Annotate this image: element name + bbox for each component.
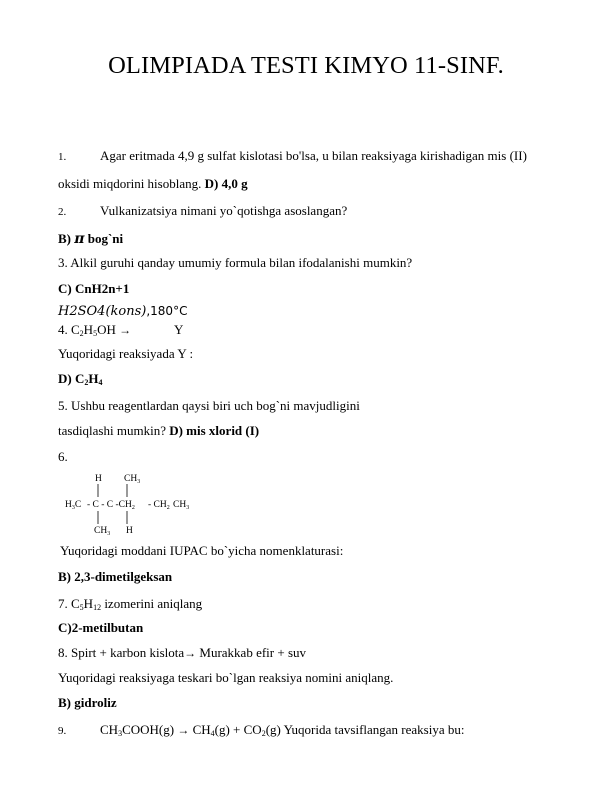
q4-oh: OH [97, 322, 116, 337]
q4-c: C [71, 322, 80, 337]
struct-chain-mid: - C - C $-CH_2$ [87, 500, 135, 511]
q5-text-line1: 5. Ushbu reagentlardan qaysi biri uch bog`ni mavjudligini [58, 398, 360, 413]
q9-eq-a-sub: 3 [118, 729, 123, 738]
q4-question: Yuqoridagi reaksiyada Y : [58, 346, 194, 361]
q4-product: Y [174, 322, 184, 337]
reaction-arrow-icon: → [184, 646, 197, 660]
reaction-arrow-icon: → [119, 323, 132, 337]
q6-question: Yuqoridagi moddani IUPAC bo`yicha nomenklaturasi: [60, 543, 344, 558]
q6-answer-text: B) 2,3-dimetilgeksan [58, 569, 173, 584]
struct-end-ch3: $CH_3$ [173, 500, 190, 511]
q6-answer [58, 569, 172, 585]
q7-rest: izomerini aniqlang [101, 596, 203, 611]
q3-text: 3. Alkil guruhi qanday umumiy formula bilan ifodalanishi mumkin? [58, 255, 413, 270]
q9-eq-a: CH [100, 722, 119, 737]
q5-answer: D) mis xlorid (I) [169, 423, 260, 438]
q1-number: 1. [58, 151, 67, 163]
q4-answer-h: H [88, 371, 99, 386]
structural-formula [60, 470, 220, 540]
q8-reactants: 8. Spirt + karbon kislota [58, 645, 185, 660]
q8-products: Murakkab efir + suv [199, 645, 306, 660]
q7-h: H [83, 596, 94, 611]
q4-h: H [83, 322, 94, 337]
q9-eq-b: COOH(g) [122, 722, 175, 737]
q9-eq-d: (g) + CO [214, 722, 262, 737]
q4-reaction-condition [58, 303, 187, 319]
q2-answer-prefix: B) [58, 231, 71, 246]
q4-answer-c: D) C [58, 371, 85, 386]
q4-h-sub: 5 [93, 329, 98, 338]
q3-answer [58, 281, 129, 297]
q4-answer [58, 371, 102, 387]
q5-text-line2 [58, 423, 259, 439]
q4-condition-math: H2SO4(kons) [58, 304, 147, 319]
q8-answer-text: B) gidroliz [58, 695, 117, 710]
struct-bottom-ch3: $CH_3$ [94, 526, 111, 537]
q2-answer-suffix: bog`ni [87, 231, 124, 246]
q8-answer [58, 695, 117, 711]
q7-answer [58, 620, 143, 636]
q9-number: 9. [58, 725, 67, 737]
pi-symbol: π [74, 231, 85, 247]
q7-answer-text: C)2-metilbutan [58, 620, 144, 635]
struct-top-h: H [95, 474, 102, 484]
struct-bottom-h: H [126, 526, 133, 536]
q7-text [58, 596, 202, 612]
q9-eq-c: CH [192, 722, 211, 737]
q6-label: 6. [58, 449, 68, 464]
struct-chain-end: - $CH_2$ [148, 500, 170, 511]
q1-text-line1: Agar eritmada 4,9 g sulfat kislotasi bo'lsa, u bilan reaksiyaga kirishadigan mis (II) [100, 148, 527, 163]
q4-condition-temp: ,180°C [146, 304, 188, 318]
q8-reaction [58, 645, 306, 661]
q9-equation [100, 722, 464, 738]
q1-text-line2 [58, 176, 248, 192]
q2-answer [58, 231, 123, 247]
q7-c: 7. C [58, 596, 80, 611]
q2-number: 2. [58, 206, 67, 218]
q7-h-sub: 12 [93, 603, 102, 612]
q9-eq-d-sub: 2 [261, 729, 266, 738]
q2-text: Vulkanizatsiya nimani yo`qotishga asoslangan? [100, 203, 348, 218]
reaction-arrow-icon: → [177, 723, 190, 737]
q4-c-sub: 2 [79, 329, 84, 338]
struct-h3c: $H_3C$ [65, 500, 82, 511]
q4-answer-h-sub: 4 [98, 378, 103, 387]
struct-top-ch3: $CH_3$ [124, 474, 141, 485]
q3-answer-text: C) CnH2n+1 [58, 281, 130, 296]
q4-reaction [58, 322, 131, 338]
q5-text: tasdiqlashi mumkin? [58, 423, 166, 438]
q9-eq-e: (g) Yuqorida tavsiflangan reaksiya bu: [265, 722, 465, 737]
page-title: OLIMPIADA TESTI KIMYO 11-SINF. [108, 52, 504, 79]
q1-text: oksidi miqdorini hisoblang. [58, 176, 202, 191]
q1-answer: D) 4,0 g [204, 176, 248, 191]
q9-eq-c-sub: 4 [210, 729, 215, 738]
q7-c-sub: 5 [79, 603, 84, 612]
q4-answer-c-sub: 2 [84, 378, 89, 387]
q8-question: Yuqoridagi reaksiyaga teskari bo`lgan reaksiya nomini aniqlang. [58, 670, 394, 685]
q4-label: 4. [58, 322, 68, 337]
